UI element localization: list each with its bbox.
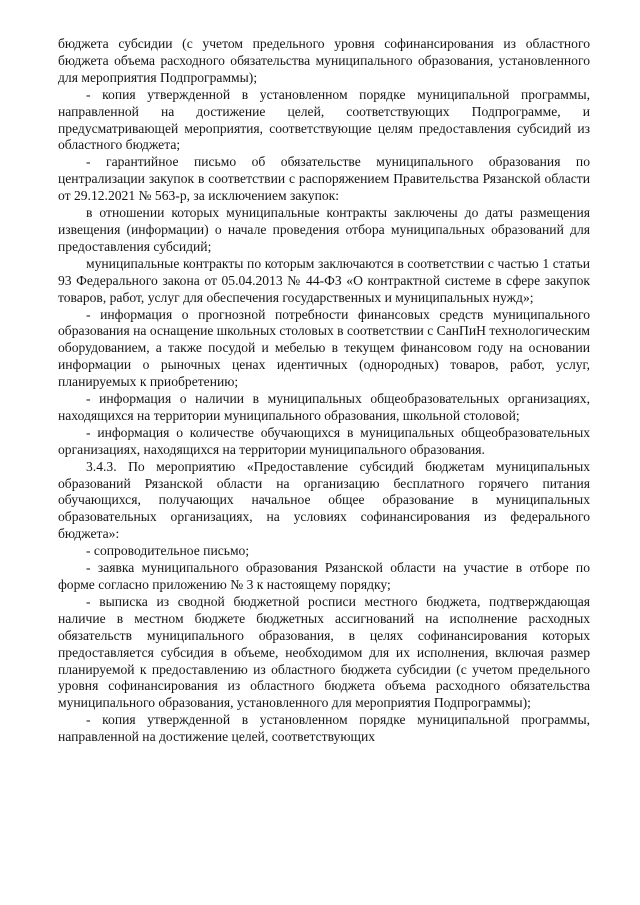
paragraph-canteen-availability: - информация о наличии в муниципальных общеобразовательных организациях, находящихся на территории муниципального образования, школьной столовой; <box>58 391 590 423</box>
paragraph-municipal-program-copy-2: - копия утвержденной в установленном порядке муниципальной программы, направленной на достижение целей, соответствующих <box>58 712 590 745</box>
paragraph-budget-extract: - выписка из сводной бюджетной росписи местного бюджета, подтверждающая наличие в местном бюджете бюджетных ассигнований на исполнение расходных обязательств муниципального образования, в целях софинансирования которых предоставляется субсидия в объеме, необходимом для их исполнения, включая размер планируемой к предоставлению из областного бюджета субсидии (с учетом предельного уровня софинансирования из областного бюджета объема расходного обязательства муниципального образования, установленного для мероприятия Подпрограммы); <box>58 593 590 711</box>
paragraph-forecast-needs: - информация о прогнозной потребности финансовых средств муниципального образования на оснащение школьных столовых в соответствии с СанПиН технологическим оборудованием, а также посудой и мебелью в текущем финансовом году на основании информации о рыночных ценах идентичных (однородных) товаров, работ, услуг, планируемых к приобретению; <box>58 306 590 390</box>
paragraph-contracts-before-notice: в отношении которых муниципальные контракты заключены до даты размещения извещения (информации) о начале проведения отбора муниципальных образований для предоставления субсидий; <box>58 205 590 254</box>
paragraph-student-count: - информация о количестве обучающихся в муниципальных общеобразовательных организациях, находящихся на территории муниципального образования. <box>58 424 590 457</box>
paragraph-contracts-article-93: муниципальные контракты по которым заключаются в соответствии с частью 1 статьи 93 Федерального закона от 05.04.2013 № 44-ФЗ «О контрактной системе в сфере закупок товаров, работ, услуг для обеспечения государственных и муниципальных нужд»; <box>58 255 590 305</box>
paragraph-municipal-program-copy: - копия утвержденной в установленном порядке муниципальной программы, направленной на достижение целей, соответствующих Подпрограмме, и предусматривающей мероприятия, соответствующие целям предоставления субсидий из областного бюджета; <box>58 86 590 153</box>
paragraph-guarantee-letter: - гарантийное письмо об обязательстве муниципального образования по централизации закупок в соответствии с распоряжением Правительства Рязанской области от 29.12.2021 № 563-р, за исключением закупок: <box>58 154 590 204</box>
paragraph-budget-subsidy-continued: бюджета субсидии (с учетом предельного уровня софинансирования из областного бюджета объема расходного обязательства муниципального образования, установленного для мероприятия Подпрограммы); <box>58 36 590 85</box>
section-heading-3-4-3: 3.4.3. По мероприятию «Предоставление субсидий бюджетам муниципальных образований Рязанской области на организацию бесплатного горячего питания обучающихся, получающих начальное общее образование в муниципальных образовательных организациях, на условиях софинансирования из федерального бюджета»: <box>58 458 590 542</box>
paragraph-application: - заявка муниципального образования Рязанской области на участие в отборе по форме согласно приложению № 3 к настоящему порядку; <box>58 560 590 592</box>
paragraph-cover-letter: - сопроводительное письмо; <box>86 543 250 559</box>
